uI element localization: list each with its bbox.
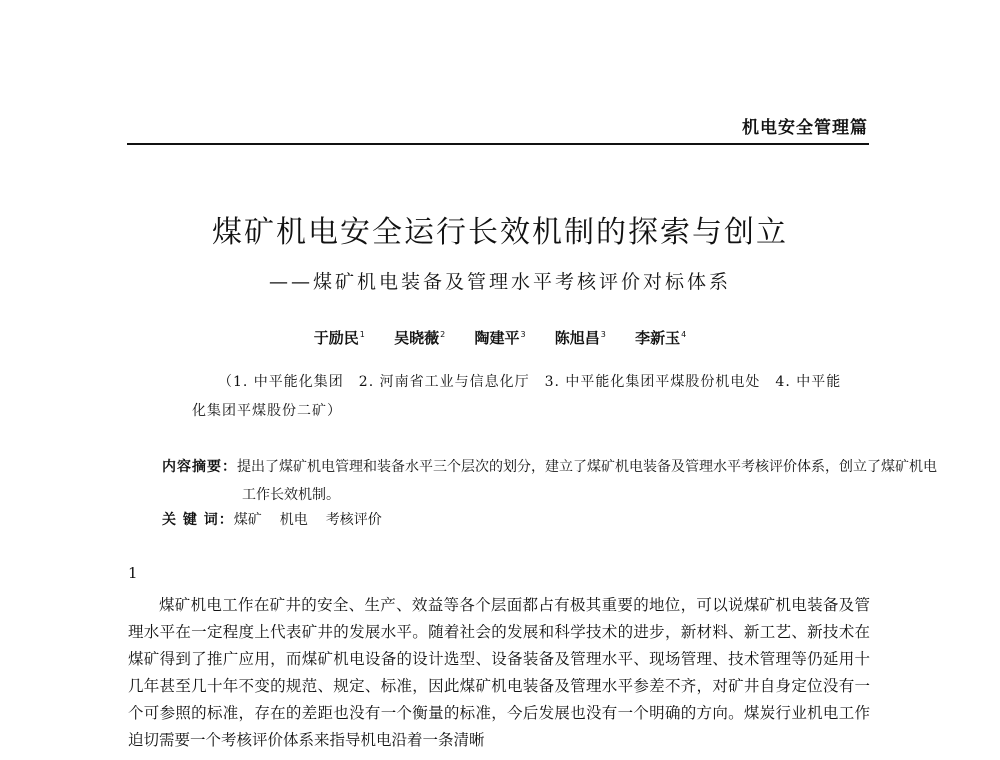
- author: 陶建平$^3$: [474, 329, 526, 347]
- paper-title: 煤矿机电安全运行长效机制的探索与创立: [212, 215, 788, 250]
- abstract-text: 提出了煤矿机电管理和装备水平三个层次的划分，建立了煤矿机电装备及管理水平考核评价体系，创立了煤矿机电工作长效机制。: [237, 459, 937, 503]
- author: 吴晓薇$^2$: [394, 329, 446, 347]
- author: 陈旭昌$^3$: [554, 329, 606, 347]
- keyword: 机电: [279, 512, 308, 528]
- body-paragraph: 煤矿机电工作在矿井的安全、生产、效益等各个层面都占有极其重要的地位，可以说煤矿机电装备及管理水平在一定程度上代表矿井的发展水平。随着社会的发展和科学技术的进步，新材料、新工艺、新技术在煤矿得到了推广应用，而煤矿机电设备的设计选型、设备装备及管理水平、现场管理、技术管理等仍延用十几年甚至几十年不变的规范、规定、标准，因此煤矿机电装备及管理水平参差不齐，对矿井自身定位没有一个可参照的标准，存在的差距也没有一个衡量的标准，今后发展也没有一个明确的方向。煤炭行业机电工作迫切需要一个考核评价体系来指导机电沿着一条清晰: [128, 596, 870, 749]
- keywords: [162, 509, 400, 529]
- author: 李新玉$^4$: [635, 329, 687, 347]
- abstract-label: 内容摘要：: [162, 459, 237, 475]
- running-head: 机电安全管理篇: [742, 118, 868, 138]
- keyword: 考核评价: [325, 512, 382, 528]
- keyword: 煤矿: [233, 512, 262, 528]
- author: 于励民$^1$: [313, 329, 365, 347]
- keywords-label: 关 键 词：: [162, 512, 234, 528]
- author-list: [0, 327, 1000, 348]
- section-number: 1: [128, 564, 138, 582]
- header-rule: [127, 143, 869, 145]
- affiliations: （1. 中平能化集团 2. 河南省工业与信息化厅 3. 中平能化集团平煤股份机电处 4. 中平能化集团平煤股份二矿）: [192, 374, 842, 419]
- paper-subtitle: ——煤矿机电装备及管理水平考核评价对标体系: [268, 271, 731, 293]
- abstract: [162, 453, 950, 509]
